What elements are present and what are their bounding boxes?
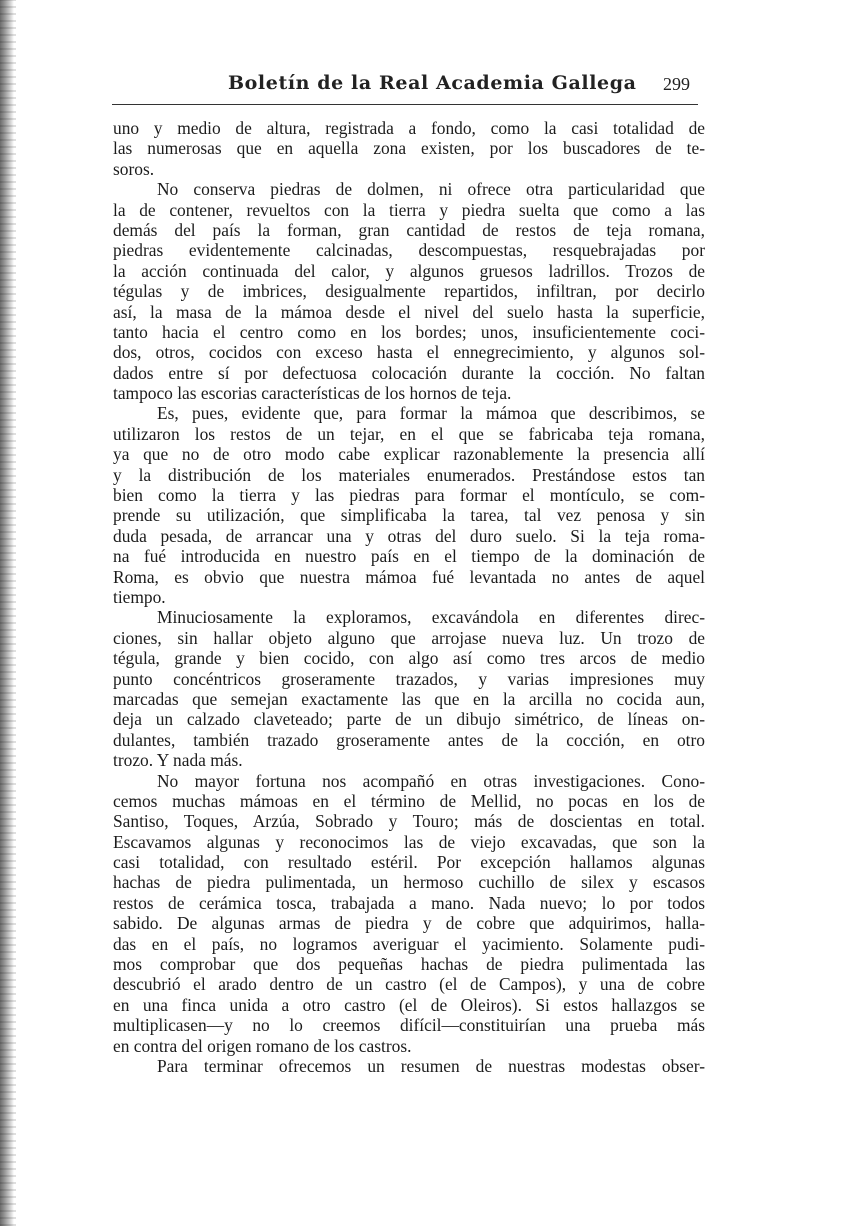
- text-line: Minuciosamente la exploramos, excavándola en diferentes direc-: [157, 607, 705, 628]
- paragraph: [113, 1056, 705, 1076]
- text-line: uno y medio de altura, registrada a fondo, como la casi totalidad de: [113, 118, 705, 138]
- text-line: bien como la tierra y las piedras para formar el montículo, se com-: [113, 485, 705, 506]
- text-line: en una finca unida a otro castro (el de Oleiros). Si estos hallazgos se: [113, 994, 705, 1015]
- text-line: Para terminar ofrecemos un resumen de nuestras modestas obser-: [157, 1055, 705, 1076]
- text-line: tégula, grande y bien cocido, con algo así como tres arcos de medio: [113, 648, 705, 669]
- text-line: las numerosas que en aquella zona existen, por los buscadores de te-: [113, 138, 705, 159]
- page-number: 299: [663, 74, 690, 94]
- text-line: en contra del origen romano de los castros.: [113, 1035, 412, 1056]
- text-line: soros.: [113, 158, 155, 179]
- text-line: restos de cerámica tosca, trabajada a mano. Nada nuevo; lo por todos: [113, 892, 705, 913]
- text-line: No conserva piedras de dolmen, ni ofrece otra particularidad que: [157, 179, 705, 200]
- text-line: Roma, es obvio que nuestra mámoa fué levantada no antes de aquel: [113, 566, 705, 587]
- text-line: dos, otros, cocidos con exceso hasta el ennegrecimiento, y algunos sol-: [113, 342, 705, 363]
- text-line: duda pesada, de arrancar una y otras del duro suelo. Si la teja roma-: [113, 525, 705, 546]
- text-line: Es, pues, evidente que, para formar la mámoa que describimos, se: [157, 403, 705, 424]
- text-line: trozo. Y nada más.: [113, 750, 243, 771]
- text-line: así, la masa de la mámoa desde el nivel del suelo hasta la superficie,: [113, 301, 705, 322]
- text-line: la acción continuada del calor, y algunos gruesos ladrillos. Trozos de: [113, 260, 705, 281]
- text-line: prende su utilización, que simplificaba la tarea, tal vez penosa y sin: [113, 505, 705, 526]
- text-line: No mayor fortuna nos acompañó en otras investigaciones. Cono-: [157, 770, 705, 791]
- text-line: marcadas que semejan exactamente las que en la arcilla no cocida aun,: [113, 688, 705, 709]
- text-line: tégulas y de imbrices, desigualmente repartidos, infiltran, por decirlo: [113, 281, 705, 302]
- text-line: sabido. De algunas armas de piedra y de cobre que adquirimos, halla-: [113, 913, 705, 934]
- text-line: cemos muchas mámoas en el término de Mellid, no pocas en los de: [113, 790, 705, 811]
- text-line: hachas de piedra pulimentada, un hermoso cuchillo de silex y escasos: [113, 872, 705, 893]
- text-line: das en el país, no logramos averiguar el yacimiento. Solamente pudi-: [113, 933, 705, 954]
- text-line: demás del país la forman, gran cantidad de restos de teja romana,: [113, 219, 705, 240]
- paragraph: [113, 179, 705, 403]
- text-line: na fué introducida en nuestro país en el tiempo de la dominación de: [113, 546, 705, 567]
- header-rule: [112, 104, 698, 105]
- text-line: punto concéntricos groseramente trazados, y varias impresiones muy: [113, 668, 705, 689]
- text-line: dados entre sí por defectuosa colocación durante la cocción. No faltan: [113, 362, 705, 383]
- text-line: ya que no de otro modo cabe explicar razonablemente la presencia allí: [113, 444, 705, 465]
- binding-speckle: [0, 0, 16, 1226]
- text-line: descubrió el arado dentro de un castro (el de Campos), y una de cobre: [113, 974, 705, 995]
- text-line: tiempo.: [113, 586, 166, 607]
- text-line: casi totalidad, con resultado estéril. Por excepción hallamos algunas: [113, 852, 705, 873]
- text-line: mos comprobar que dos pequeñas hachas de piedra pulimentada las: [113, 954, 705, 975]
- text-line: piedras evidentemente calcinadas, descompuestas, resquebrajadas por: [113, 240, 705, 261]
- paragraph: [113, 607, 705, 770]
- text-line: y la distribución de los materiales enumerados. Prestándose estos tan: [113, 464, 705, 485]
- text-line: ciones, sin hallar objeto alguno que arrojase nueva luz. Un trozo de: [113, 627, 705, 648]
- text-line: la de contener, revueltos con la tierra y piedra suelta que como a las: [113, 199, 705, 220]
- text-line: multiplicasen—y no lo creemos difícil—constituirían una prueba más: [113, 1015, 705, 1036]
- paragraph: [113, 118, 705, 179]
- text-line: Escavamos algunas y reconocimos las de viejo excavadas, que son la: [113, 831, 705, 852]
- text-line: deja un calzado claveteado; parte de un dibujo simétrico, de líneas on-: [113, 709, 705, 730]
- paragraph: [113, 403, 705, 607]
- body-text: [113, 118, 705, 1076]
- text-line: dulantes, también trazado groseramente antes de la cocción, en otro: [113, 729, 705, 750]
- text-line: tampoco las escorias características de los hornos de teja.: [113, 383, 512, 404]
- paragraph: [113, 771, 705, 1056]
- text-line: tanto hacia el centro como en los bordes; unos, insuficientemente coci-: [113, 321, 705, 342]
- running-head: Boletín de la Real Academia Gallega: [228, 72, 637, 94]
- text-line: utilizaron los restos de un tejar, en el que se fabricaba teja romana,: [113, 423, 705, 444]
- page-header: [110, 72, 700, 102]
- text-line: Santiso, Toques, Arzúa, Sobrado y Touro; más de doscientas en total.: [113, 811, 705, 832]
